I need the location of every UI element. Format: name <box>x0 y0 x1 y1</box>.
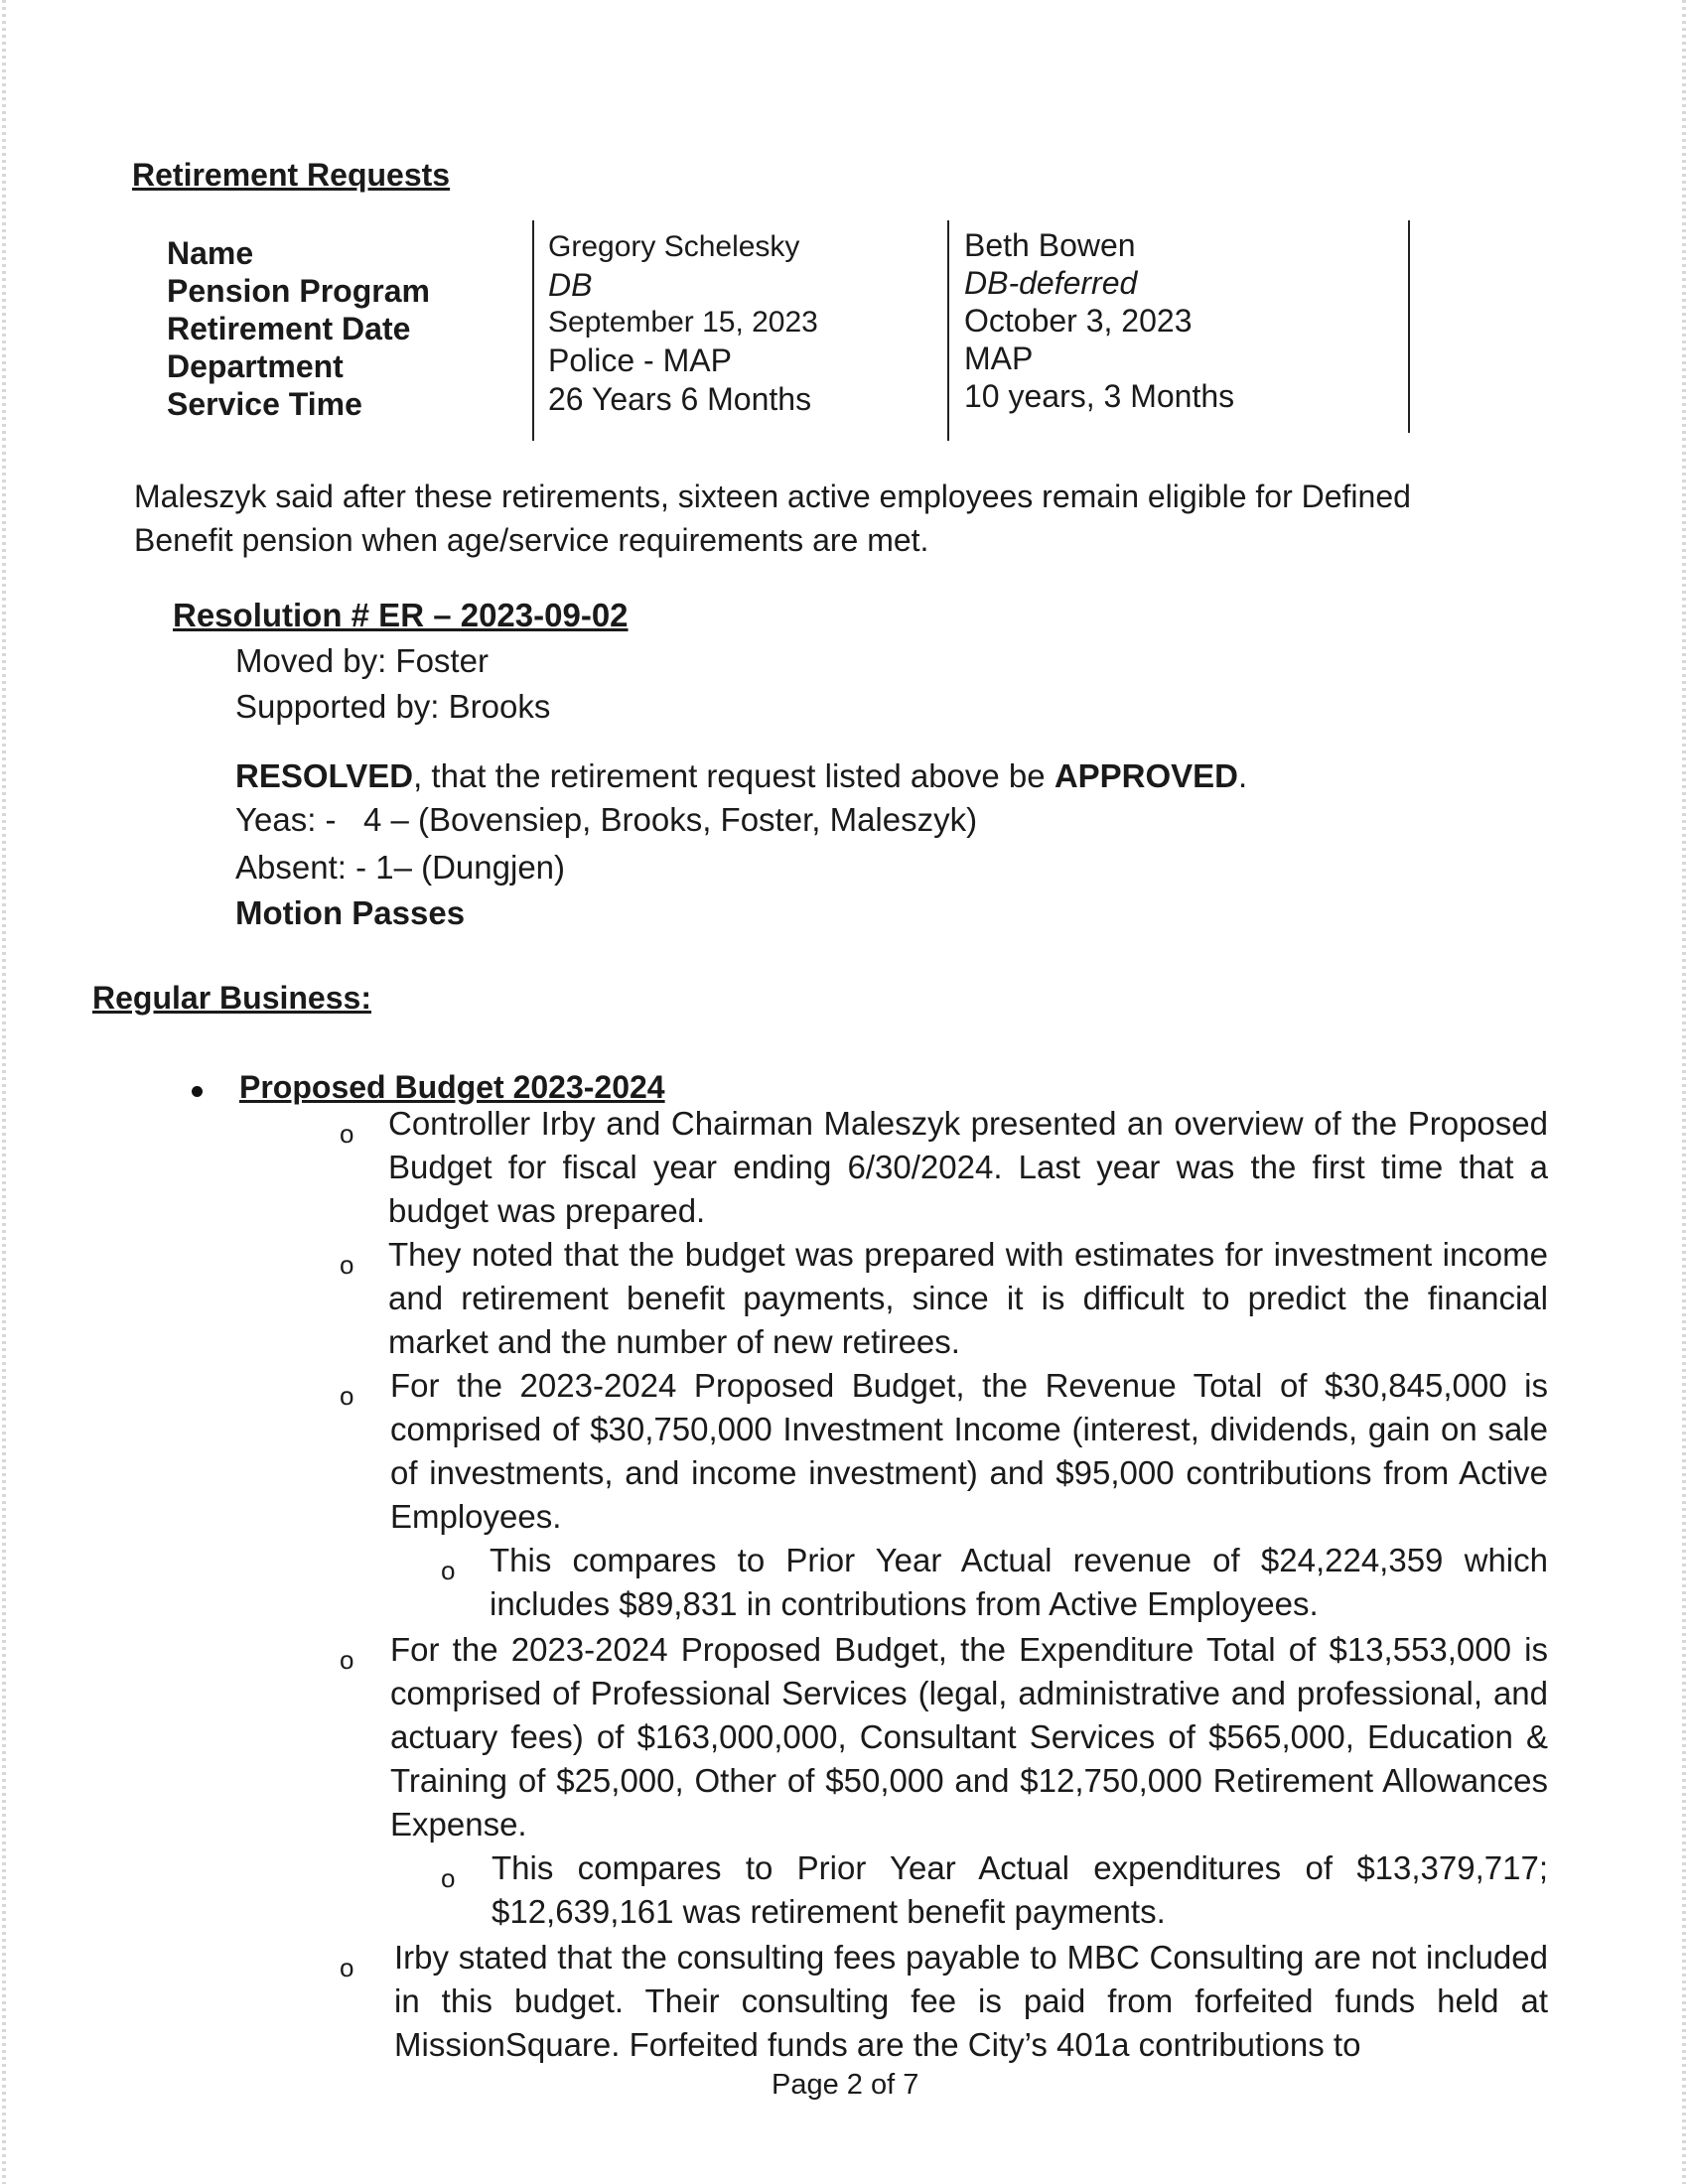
label-service-time: Service Time <box>167 386 362 422</box>
cell-date-2: October 3, 2023 <box>964 303 1193 339</box>
sub-bullet-icon-4: o <box>340 1645 354 1675</box>
resolution-heading: Resolution # ER – 2023-09-02 <box>173 597 629 633</box>
cell-date-1: September 15, 2023 <box>548 306 818 339</box>
yeas-line: Yeas: - 4 – (Bovensiep, Brooks, Foster, Maleszyk) <box>235 801 978 838</box>
resolved-text: , that the retirement request listed above be <box>413 757 1055 794</box>
sub-bullet-icon-3: o <box>340 1381 354 1411</box>
bullet-dot <box>192 1086 203 1097</box>
scan-edge-left <box>2 0 6 2184</box>
cell-program-1: DB <box>548 267 593 303</box>
sub-bullet-icon-1: o <box>340 1119 354 1149</box>
label-name: Name <box>167 235 254 271</box>
sub-sub-bullet-icon-2: o <box>441 1863 456 1893</box>
cell-name-1: Gregory Schelesky <box>548 230 800 263</box>
absent-line: Absent: - 1– (Dungjen) <box>235 849 566 886</box>
cell-program-2: DB-deferred <box>964 265 1138 301</box>
resolved-statement <box>235 753 1247 799</box>
cell-service-1: 26 Years 6 Months <box>548 381 812 417</box>
sub-bullet-icon-2: o <box>340 1250 354 1280</box>
regular-business-heading: Regular Business: <box>92 980 371 1016</box>
budget-item-prior-expenditure: This compares to Prior Year Actual expenditures of $13,379,717; $12,639,161 was retirement benefit payments. <box>492 1849 1548 1930</box>
budget-item-expenditure: For the 2023-2024 Proposed Budget, the Expenditure Total of $13,553,000 is comprised of Professional Services (legal, administrative and professional, and actuary fees) of $163,000,000, Consultant Services of $565,000, Education & Training of $25,000, Other of $50,000 and $12,750,000 Retirement Allowances Expense. <box>390 1631 1548 1843</box>
proposed-budget-heading: Proposed Budget 2023-2024 <box>239 1069 665 1105</box>
sub-bullet-icon-5: o <box>340 1953 354 1982</box>
eligibility-note: Maleszyk said after these retirements, sixteen active employees remain eligible for Defined Benefit pension when age/service requirements are met. <box>134 478 1411 558</box>
budget-item-revenue: For the 2023-2024 Proposed Budget, the Revenue Total of $30,845,000 is comprised of $30,750,000 Investment Income (interest, dividends, gain on sale of investments, and income investment) and $95,000 contributions from Active Employees. <box>390 1367 1548 1535</box>
label-pension-program: Pension Program <box>167 273 430 309</box>
cell-name-2: Beth Bowen <box>964 227 1136 263</box>
scan-edge-right <box>1682 0 1686 2184</box>
approved-word: APPROVED <box>1054 757 1239 794</box>
budget-item-overview: Controller Irby and Chairman Maleszyk presented an overview of the Proposed Budget for fiscal year ending 6/30/2024. Last year was the first time that a budget was prepared. <box>388 1105 1548 1229</box>
budget-item-consulting-fees: Irby stated that the consulting fees payable to MBC Consulting are not included in this budget. Their consulting fee is paid from forfeited funds held at MissionSquare. Forfeited funds are the City’s 401a contributions to <box>394 1939 1548 2063</box>
cell-department-1: Police - MAP <box>548 342 732 378</box>
budget-item-prior-revenue: This compares to Prior Year Actual revenue of $24,224,359 which includes $89,831 in contributions from Active Employees. <box>490 1542 1548 1622</box>
budget-item-estimates: They noted that the budget was prepared with estimates for investment income and retirement benefit payments, since it is difficult to predict the financial market and the number of new retirees. <box>388 1236 1548 1360</box>
resolved-end: . <box>1238 757 1248 794</box>
table-divider-1 <box>532 220 534 441</box>
cell-service-2: 10 years, 3 Months <box>964 378 1235 414</box>
sub-sub-bullet-icon-1: o <box>441 1556 456 1585</box>
motion-result: Motion Passes <box>235 894 466 931</box>
moved-by: Moved by: Foster <box>235 642 489 679</box>
page-number: Page 2 of 7 <box>772 2069 919 2101</box>
retirement-requests-heading: Retirement Requests <box>132 157 451 193</box>
label-department: Department <box>167 348 344 384</box>
resolved-word: RESOLVED <box>235 757 414 794</box>
table-divider-3 <box>1408 220 1410 433</box>
label-retirement-date: Retirement Date <box>167 311 411 346</box>
cell-department-2: MAP <box>964 341 1034 376</box>
supported-by: Supported by: Brooks <box>235 688 551 725</box>
table-divider-2 <box>947 220 949 441</box>
